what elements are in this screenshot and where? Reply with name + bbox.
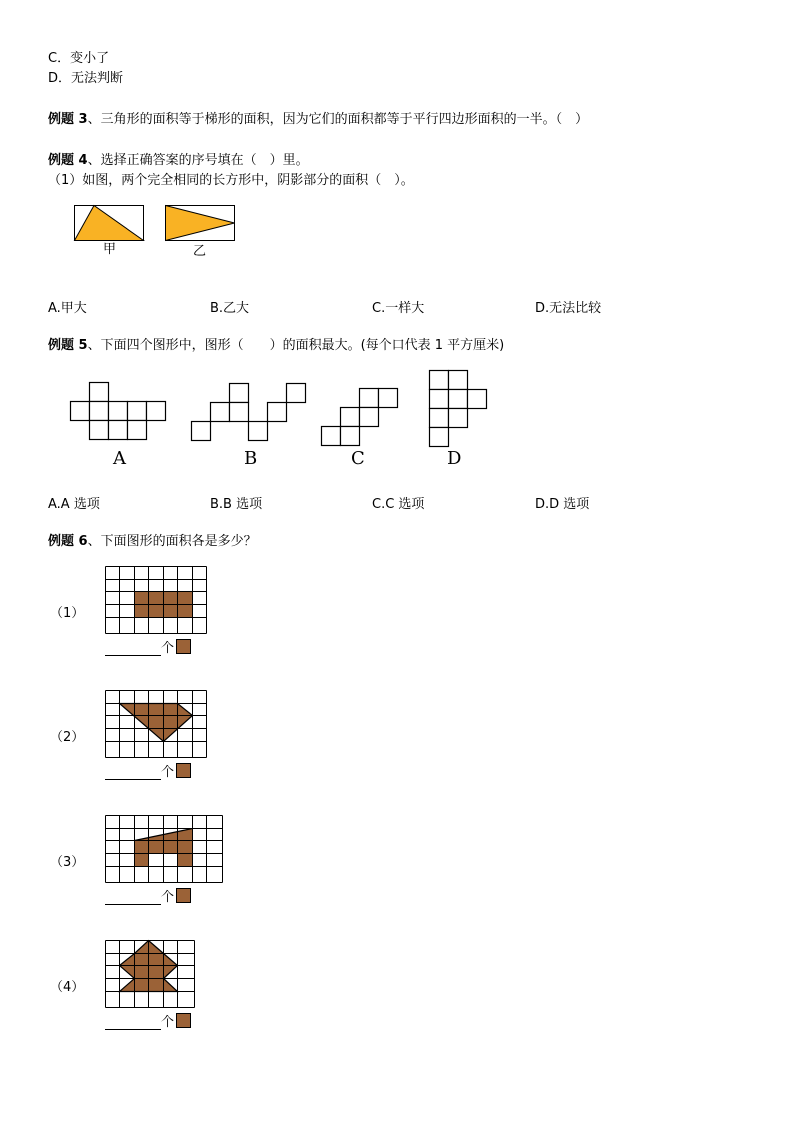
answer-line-2 (105, 761, 191, 780)
example-label: 例题 3 (48, 112, 88, 127)
ex4-option-a: A.甲大 (48, 301, 87, 316)
unit-square-icon (176, 1013, 191, 1028)
question-text: 、三角形的面积等于梯形的面积，因为它们的面积都等于平行四边形面积的一半。（ ） (87, 112, 589, 127)
figure-label-jia: 甲 (103, 242, 117, 257)
shape-label-c: C (351, 448, 365, 469)
ex5-option-b: B.B 选项 (210, 497, 263, 512)
shape-d (429, 370, 488, 447)
unit-label: 个 (161, 890, 175, 905)
option-d: D．无法判断 (48, 71, 124, 86)
option-c: C．变小了 (48, 51, 110, 66)
example-label: 例题 4 (48, 153, 88, 168)
shape-label-a: A (113, 448, 126, 469)
unit-square-icon (176, 763, 191, 778)
shape-b (191, 383, 306, 442)
answer-blank[interactable] (105, 767, 161, 780)
rectangle-jia-figure (74, 205, 144, 241)
shape-a (70, 382, 167, 441)
unit-label: 个 (161, 765, 175, 780)
shape-label-d: D (447, 448, 462, 469)
example-5 (48, 338, 504, 354)
question-text: 、下面图形的面积各是多少？ (87, 534, 257, 549)
example-4-sub: （1）如图，两个完全相同的长方形中，阴影部分的面积（ ）。 (48, 173, 414, 188)
rectangle-yi-figure (165, 205, 235, 241)
answer-line-3 (105, 886, 191, 905)
unit-label: 个 (161, 1015, 175, 1030)
grid-figure-1 (105, 566, 207, 634)
ex5-option-a: A.A 选项 (48, 497, 100, 512)
answer-blank[interactable] (105, 892, 161, 905)
example-6 (48, 534, 257, 550)
ex5-option-c: C.C 选项 (372, 497, 425, 512)
ex4-option-b: B.乙大 (210, 301, 250, 316)
answer-line-4 (105, 1011, 191, 1030)
example-3 (48, 112, 588, 128)
example-label: 例题 5 (48, 338, 88, 353)
example-4 (48, 153, 309, 169)
unit-label: 个 (161, 641, 175, 656)
unit-square-icon (176, 888, 191, 903)
answer-blank[interactable] (105, 643, 161, 656)
ex4-option-d: D.无法比较 (535, 301, 602, 316)
shape-label-b: B (244, 448, 258, 469)
ex4-option-c: C.一样大 (372, 301, 425, 316)
item-number-3: （3） (50, 855, 85, 870)
question-text: 、下面四个图形中，图形（ ）的面积最大。(每个口代表 1 平方厘米) (87, 338, 505, 353)
grid-figure-4 (105, 940, 195, 1008)
item-number-1: （1） (50, 606, 85, 621)
question-text: 、选择正确答案的序号填在（ ）里。 (87, 153, 309, 168)
unit-square-icon (176, 639, 191, 654)
figure-label-yi: 乙 (193, 244, 207, 259)
answer-blank[interactable] (105, 1017, 161, 1030)
grid-figure-2 (105, 690, 207, 758)
item-number-2: （2） (50, 730, 85, 745)
grid-figure-3 (105, 815, 223, 883)
shape-c (321, 388, 399, 447)
item-number-4: （4） (50, 980, 85, 995)
ex5-option-d: D.D 选项 (535, 497, 590, 512)
answer-line-1 (105, 637, 191, 656)
example-label: 例题 6 (48, 534, 88, 549)
